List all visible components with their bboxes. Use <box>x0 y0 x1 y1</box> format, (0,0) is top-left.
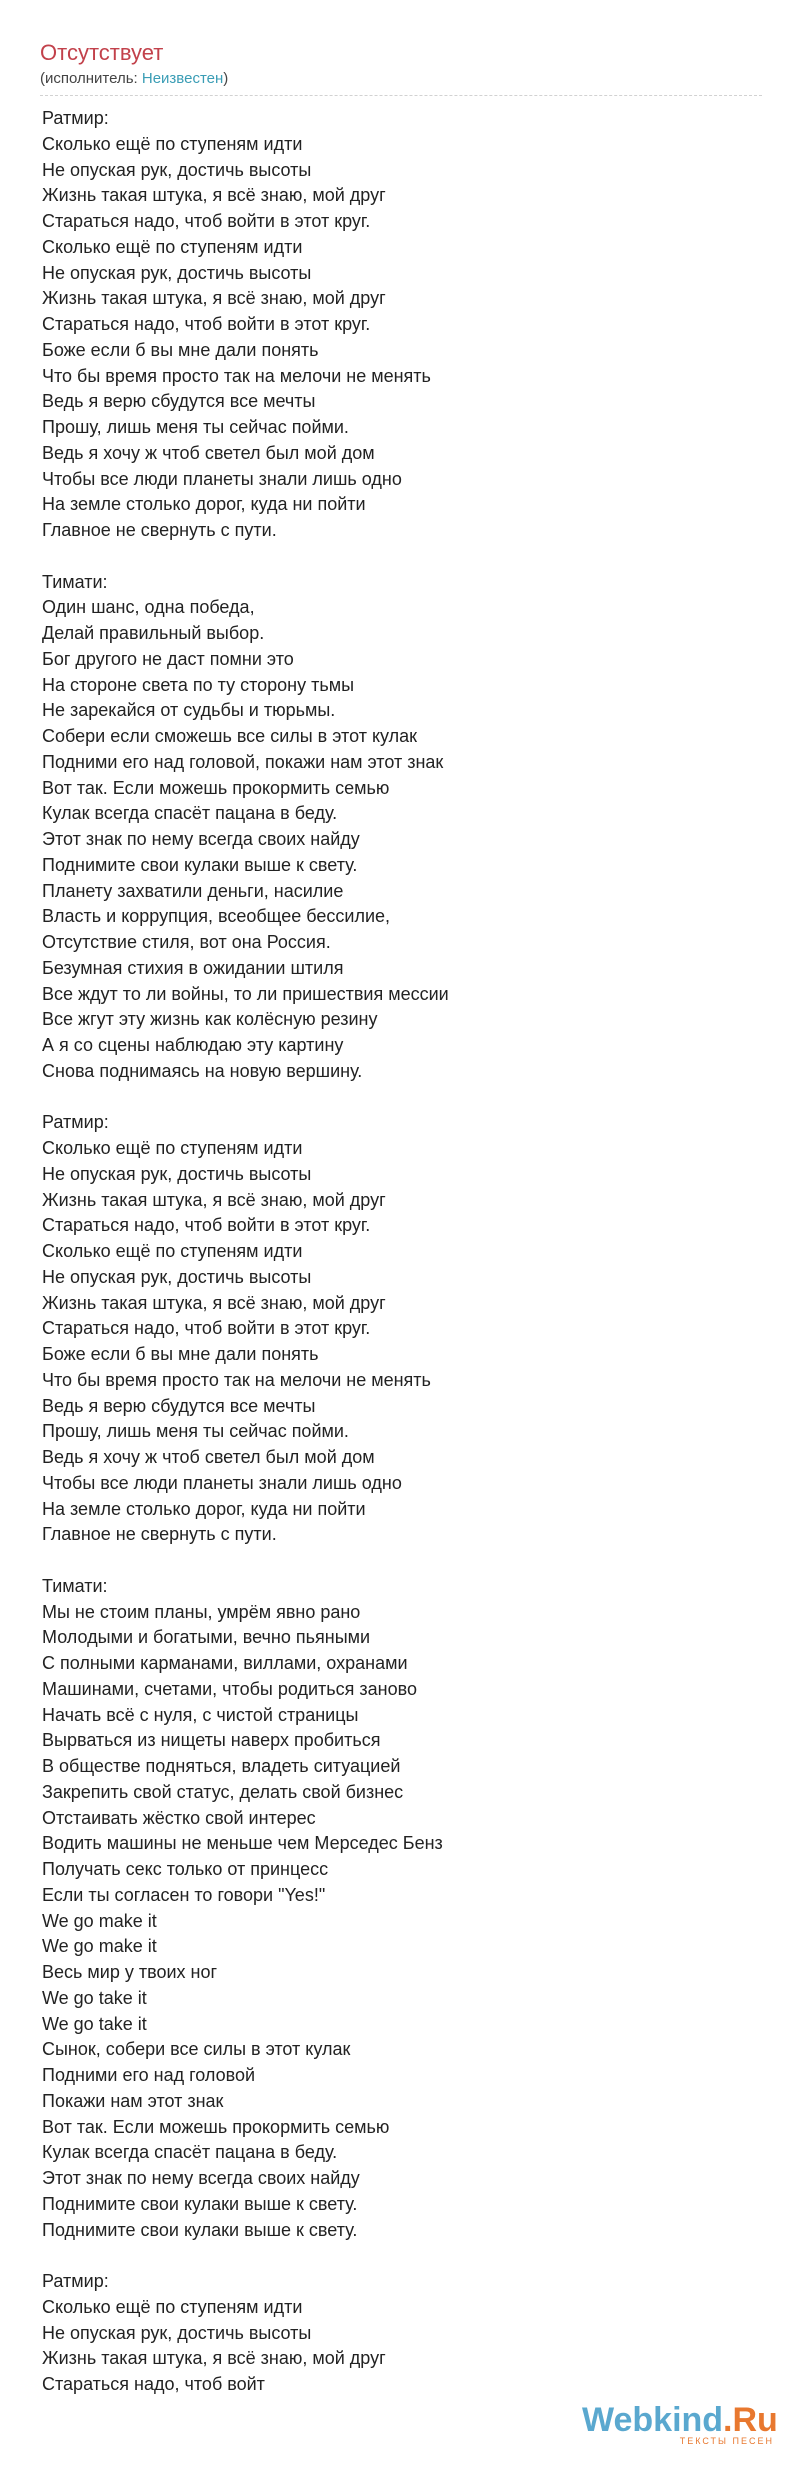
lyrics-line: Кулак всегда спасёт пацана в беду. <box>42 803 338 824</box>
lyrics-line: Не опуская рук, достичь высоты <box>42 262 312 283</box>
lyrics-line: Молодыми и богатыми, вечно пьяными <box>42 1627 371 1648</box>
lyrics-line: Машинами, счетами, чтобы родиться заново <box>42 1678 417 1699</box>
lyrics-line: Жизнь такая штука, я всё знаю, мой друг <box>42 288 386 309</box>
lyrics-line: Сколько ещё по ступеням идти <box>42 236 303 257</box>
lyrics-line: Боже если б вы мне дали понять <box>42 1344 319 1364</box>
logo-subtitle: ТЕКСТЫ ПЕСЕН <box>679 2436 774 2446</box>
artist-line <box>40 69 228 89</box>
lyrics-line: Подними его над головой, покажи нам этот знак <box>42 751 444 772</box>
lyrics-line: Закрепить свой статус, делать свой бизнес <box>42 1781 404 1802</box>
lyrics-line: Ведь я хочу ж чтоб светел был мой дом <box>42 442 375 463</box>
lyrics-line: Не опуская рук, достичь высоты <box>42 159 312 180</box>
lyrics-line: Тимати: <box>42 571 108 592</box>
lyrics-line <box>42 1085 742 1111</box>
lyrics-line: Стараться надо, чтоб войти в этот круг. <box>42 211 371 231</box>
lyrics-line: Сколько ещё по ступеням идти <box>42 1138 303 1158</box>
lyrics-line: Что бы время просто так на мелочи не менять <box>42 365 431 386</box>
artist-prefix: (исполнитель: <box>40 70 142 87</box>
lyrics-line: Стараться надо, чтоб войт <box>42 2374 265 2394</box>
lyrics-line: Делай правильный выбор. <box>42 623 265 643</box>
lyrics-line: Тимати: <box>42 1575 108 1596</box>
lyrics-line: Отсутствие стиля, вот она Россия. <box>42 932 331 952</box>
lyrics-line: Этот знак по нему всегда своих найду <box>42 829 360 849</box>
lyrics-line: Ратмир: <box>42 108 109 128</box>
lyrics-line: Стараться надо, чтоб войти в этот круг. <box>42 1318 371 1339</box>
lyrics-line: We go make it <box>42 1910 157 1931</box>
lyrics-line: We go take it <box>42 2013 147 2034</box>
lyrics-line <box>42 2243 742 2269</box>
lyrics-line: Не опуская рук, достичь высоты <box>42 1266 312 1287</box>
logo-main-text: Webkind <box>582 2401 724 2439</box>
lyrics-line <box>42 1548 742 1574</box>
lyrics-line: Сынок, собери все силы в этот кулак <box>42 2039 351 2060</box>
site-logo[interactable] <box>582 2400 782 2444</box>
lyrics-line: Если ты согласен то говори "Yes!" <box>42 1884 326 1905</box>
lyrics-line: Сколько ещё по ступеням идти <box>42 133 303 154</box>
lyrics-line: Прошу, лишь меня ты сейчас пойми. <box>42 1421 349 1442</box>
lyrics-line: Стараться надо, чтоб войти в этот круг. <box>42 314 371 334</box>
logo-wordmark <box>582 2400 778 2440</box>
lyrics-line: Сколько ещё по ступеням идти <box>42 2296 303 2317</box>
lyrics-line: Кулак всегда спасёт пацана в беду. <box>42 2142 338 2163</box>
lyrics-line: Вот так. Если можешь прокормить семью <box>42 2116 390 2137</box>
lyrics-line: В обществе подняться, владеть ситуацией <box>42 1756 401 1776</box>
lyrics-line: Прошу, лишь меня ты сейчас пойми. <box>42 417 349 437</box>
lyrics-line: Бог другого не даст помни это <box>42 648 294 669</box>
lyrics-line: А я со сцены наблюдаю эту картину <box>42 1035 344 1055</box>
lyrics-line: Поднимите свои кулаки выше к свету. <box>42 2219 358 2240</box>
lyrics-line: Весь мир у твоих ног <box>42 1962 218 1982</box>
lyrics-line: We go make it <box>42 1936 157 1957</box>
lyrics-line: На земле столько дорог, куда ни пойти <box>42 494 366 515</box>
lyrics-text <box>42 106 742 2398</box>
lyrics-line: Планету захватили деньги, насилие <box>42 880 344 901</box>
lyrics-line: Жизнь такая штука, я всё знаю, мой друг <box>42 185 386 206</box>
artist-link[interactable]: Неизвестен <box>141 70 224 87</box>
logo-tld-text: .Ru <box>723 2401 778 2439</box>
lyrics-line: Покажи нам этот знак <box>42 2090 224 2111</box>
lyrics-line: Не опуская рук, достичь высоты <box>42 1163 312 1184</box>
lyrics-line: Вот так. Если можешь прокормить семью <box>42 777 390 798</box>
lyrics-line: Все ждут то ли войны, то ли пришествия мессии <box>42 983 449 1004</box>
lyrics-line: Боже если б вы мне дали понять <box>42 339 319 360</box>
lyrics-line: Не опуская рук, достичь высоты <box>42 2322 312 2343</box>
lyrics-line: С полными карманами, виллами, охранами <box>42 1653 408 1673</box>
lyrics-line: Вырваться из нищеты наверх пробиться <box>42 1730 381 1751</box>
lyrics-line: Ведь я верю сбудутся все мечты <box>42 391 316 412</box>
lyrics-line: Мы не стоим планы, умрём явно рано <box>42 1601 361 1622</box>
lyrics-line: Подними его над головой <box>42 2065 256 2085</box>
lyrics-line: На земле столько дорог, куда ни пойти <box>42 1498 366 1519</box>
lyrics-line: Один шанс, одна победа, <box>42 597 255 618</box>
lyrics-line: Чтобы все люди планеты знали лишь одно <box>42 1472 402 1493</box>
lyrics-line <box>42 544 742 570</box>
lyrics-line: Поднимите свои кулаки выше к свету. <box>42 854 358 875</box>
lyrics-line: Ратмир: <box>42 2271 109 2291</box>
lyrics-line: Главное не свернуть с пути. <box>42 1524 277 1545</box>
lyrics-line: Ведь я верю сбудутся все мечты <box>42 1395 316 1416</box>
lyrics-line: Ведь я хочу ж чтоб светел был мой дом <box>42 1447 375 1467</box>
lyrics-line: Снова поднимаясь на новую вершину. <box>42 1060 363 1081</box>
artist-suffix: ) <box>223 70 229 87</box>
lyrics-line: На стороне света по ту сторону тьмы <box>42 674 355 695</box>
lyrics-line: Жизнь такая штука, я всё знаю, мой друг <box>42 1189 386 1210</box>
lyrics-line: Поднимите свои кулаки выше к свету. <box>42 2193 358 2214</box>
lyrics-line: Отстаивать жёстко свой интерес <box>42 1807 316 1828</box>
lyrics-line: Чтобы все люди планеты знали лишь одно <box>42 468 402 489</box>
lyrics-line: Этот знак по нему всегда своих найду <box>42 2168 360 2188</box>
lyrics-line: Все жгут эту жизнь как колёсную резину <box>42 1009 378 1030</box>
lyrics-line: Водить машины не меньше чем Мерседес Бенз <box>42 1833 443 1854</box>
lyrics-line: Сколько ещё по ступеням идти <box>42 1241 303 1261</box>
lyrics-line: Получать секс только от принцесс <box>42 1859 329 1879</box>
lyrics-line: Ратмир: <box>42 1112 109 1133</box>
lyrics-line: Власть и коррупция, всеобщее бессилие, <box>42 906 391 927</box>
lyrics-line: Жизнь такая штука, я всё знаю, мой друг <box>42 2348 386 2369</box>
lyrics-line: Безумная стихия в ожидании штиля <box>42 957 344 978</box>
lyrics-line: Стараться надо, чтоб войти в этот круг. <box>42 1215 371 1236</box>
lyrics-line: Жизнь такая штука, я всё знаю, мой друг <box>42 1292 386 1313</box>
lyrics-line: Не зарекайся от судьбы и тюрьмы. <box>42 700 336 721</box>
divider <box>40 95 762 96</box>
song-title: Отсутствует <box>40 40 164 65</box>
lyrics-line: Что бы время просто так на мелочи не менять <box>42 1369 431 1390</box>
lyrics-line: We go take it <box>42 1987 147 2008</box>
lyrics-line: Главное не свернуть с пути. <box>42 520 277 540</box>
lyrics-line: Собери если сможешь все силы в этот кулак <box>42 726 418 746</box>
lyrics-line: Начать всё с нуля, с чистой страницы <box>42 1704 359 1725</box>
